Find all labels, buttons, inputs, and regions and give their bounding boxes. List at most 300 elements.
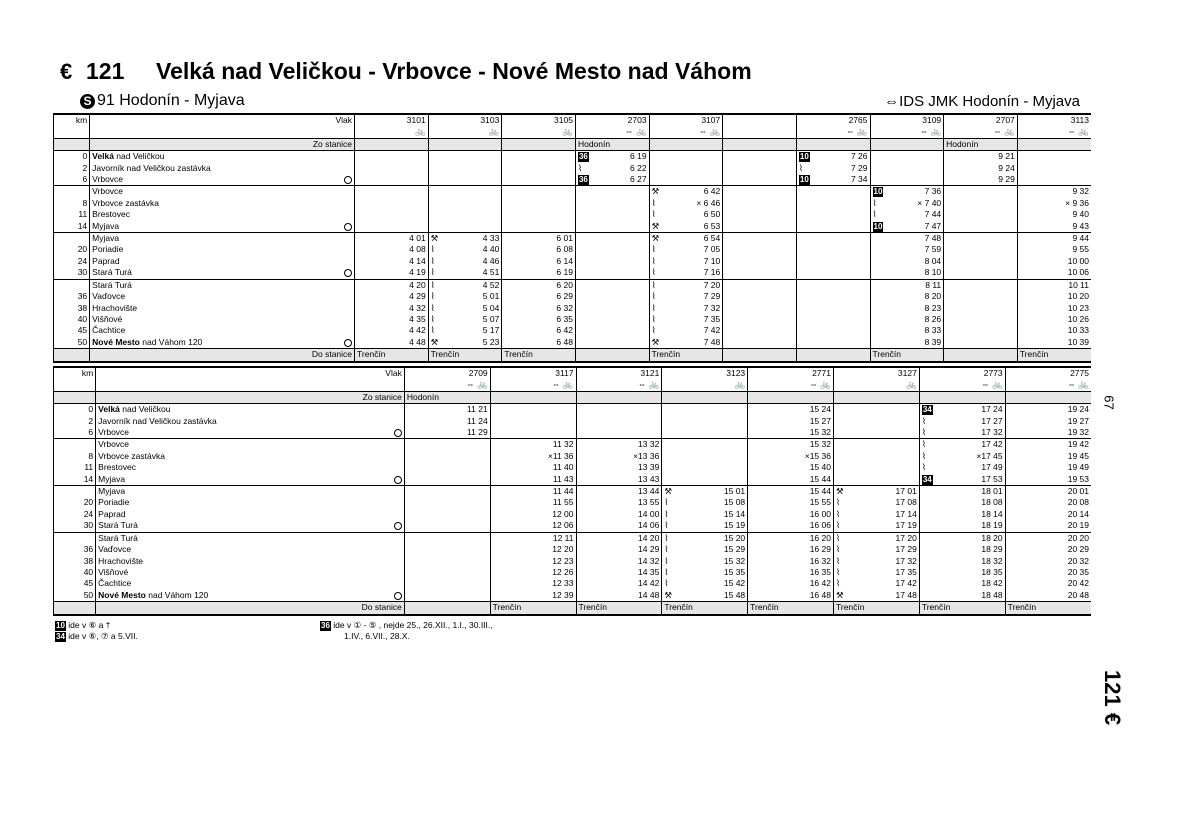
time-cell <box>502 198 576 209</box>
time-cell <box>576 567 662 578</box>
station-row <box>54 509 1092 520</box>
departure-time: 11 29 <box>467 427 488 438</box>
time-cell <box>833 497 919 508</box>
service-mark-icon: ⌇ <box>835 508 841 519</box>
train-number-cell <box>662 367 748 379</box>
table-cell <box>54 174 90 186</box>
time-cell <box>502 267 576 279</box>
service-mark-icon: ⌇ <box>664 520 669 531</box>
table-cell <box>54 544 96 555</box>
time-cell <box>575 163 649 174</box>
departure-time: 7 48 <box>703 336 721 347</box>
time-cell <box>428 186 502 198</box>
service-mark-icon: ⚒ <box>430 336 439 347</box>
time-cell <box>490 509 576 520</box>
departure-time: 16 00 <box>809 508 831 519</box>
train-service-icon: ⇔ 🚲 <box>919 126 942 137</box>
departure-time: 9 21 <box>998 151 1015 162</box>
time-cell <box>1017 186 1091 198</box>
station-km: 14 <box>77 220 88 231</box>
time-cell <box>649 279 723 291</box>
footnote-code-badge: 34 <box>922 474 932 484</box>
departure-time: 18 19 <box>981 520 1003 531</box>
time-cell <box>428 267 502 279</box>
service-mark-icon: ⌇ <box>664 555 669 566</box>
departure-time: 17 42 <box>895 578 917 589</box>
time-cell <box>1005 497 1091 508</box>
train-symbol-cell <box>1017 126 1091 138</box>
time-cell <box>748 544 834 555</box>
table-cell <box>54 451 96 462</box>
from-station-label: Zo stanice <box>96 391 405 403</box>
footnote-code-badge: 10 <box>799 152 809 162</box>
service-mark-icon: ⌇ <box>835 566 841 577</box>
time-cell <box>870 291 944 302</box>
time-cell <box>404 556 490 567</box>
time-cell <box>576 578 662 589</box>
table-cell <box>54 567 96 578</box>
time-cell <box>662 509 748 520</box>
time-cell <box>1017 221 1091 233</box>
time-cell <box>575 233 649 245</box>
departure-time: 20 20 <box>1067 532 1089 543</box>
time-cell <box>833 439 919 451</box>
time-cell <box>870 186 944 198</box>
departure-time: 6 27 <box>630 174 647 185</box>
time-cell <box>944 209 1018 220</box>
page-title <box>60 58 752 85</box>
service-mark-icon: ⌇ <box>430 255 435 266</box>
time-cell <box>1017 267 1091 279</box>
train-symbol-cell <box>748 379 834 391</box>
table-cell <box>54 256 90 267</box>
train-number: 3121 <box>640 368 660 378</box>
time-cell <box>355 221 429 233</box>
departure-time: 18 01 <box>981 486 1003 497</box>
table-cell <box>833 602 919 615</box>
departure-time: 17 27 <box>981 415 1003 426</box>
time-cell <box>1017 303 1091 314</box>
time-cell <box>502 314 576 325</box>
departure-time: 6 48 <box>556 336 573 347</box>
departure-time: 20 01 <box>1067 486 1089 497</box>
train-service-icon: ⇔ 🚲 <box>698 126 721 137</box>
time-cell <box>428 163 502 174</box>
table-cell <box>870 138 944 150</box>
departure-time: 10 11 <box>1068 279 1089 290</box>
station-name: Hrachovište <box>90 303 355 314</box>
station-name: Myjava <box>96 474 405 486</box>
time-cell <box>404 520 490 532</box>
table-cell <box>54 186 90 198</box>
departure-time: 10 39 <box>1067 336 1089 347</box>
departure-time: 13 39 <box>638 462 660 473</box>
time-cell <box>870 209 944 220</box>
station-name: Višňové <box>90 314 355 325</box>
departure-time: 7 10 <box>703 255 721 266</box>
departure-time: 8 39 <box>924 336 942 347</box>
time-cell <box>748 451 834 462</box>
time-cell <box>1017 198 1091 209</box>
time-cell <box>428 303 502 314</box>
station-row <box>54 314 1092 325</box>
time-cell <box>428 198 502 209</box>
time-cell <box>1005 439 1091 451</box>
service-mark-icon: ⌇ <box>921 450 926 461</box>
time-cell <box>576 497 662 508</box>
table-cell <box>748 602 834 615</box>
departure-time: 4 52 <box>482 279 500 290</box>
departure-time: 20 08 <box>1067 497 1089 508</box>
time-cell <box>944 244 1018 255</box>
time-cell <box>944 233 1018 245</box>
train-service-icon: 🚲 <box>734 379 746 390</box>
time-cell <box>944 221 1018 233</box>
station-row <box>54 462 1092 473</box>
time-cell <box>428 233 502 245</box>
departure-time: 4 42 <box>409 325 426 336</box>
border-station-icon <box>344 176 352 184</box>
station-row <box>54 151 1092 163</box>
train-number-cell <box>649 114 723 126</box>
time-cell <box>1017 325 1091 336</box>
departure-time: 10 00 <box>1067 255 1089 266</box>
time-cell <box>576 486 662 498</box>
time-cell <box>919 497 1005 508</box>
service-mark-icon: ⌇ <box>872 197 877 208</box>
time-cell <box>576 427 662 439</box>
time-cell <box>723 221 797 233</box>
table-cell <box>576 391 662 403</box>
table-cell <box>54 325 90 336</box>
train-number: 2771 <box>812 368 831 378</box>
departure-time: 19 27 <box>1067 415 1089 426</box>
timetable-top <box>53 113 1091 363</box>
departure-time: 5 01 <box>482 291 500 302</box>
time-cell <box>662 474 748 486</box>
departure-time: 20 35 <box>1067 566 1089 577</box>
station-km: 20 <box>77 244 88 255</box>
time-cell <box>723 163 797 174</box>
train-symbol-cell <box>404 379 490 391</box>
station-km: 45 <box>83 578 94 589</box>
time-cell <box>576 520 662 532</box>
station-row <box>54 439 1092 451</box>
train-symbol-cell <box>919 379 1005 391</box>
service-mark-icon: ⌇ <box>651 244 656 255</box>
time-cell <box>1005 462 1091 473</box>
station-name: Brestovec <box>90 209 355 220</box>
time-cell <box>748 474 834 486</box>
table-cell <box>54 520 96 532</box>
train-symbol-cell <box>355 126 429 138</box>
departure-time: 6 14 <box>556 255 573 266</box>
service-mark-icon: ⌇ <box>664 497 669 508</box>
table-cell <box>54 486 96 498</box>
time-cell <box>796 151 870 163</box>
train-service-icon: ⇔ 🚲 <box>552 379 574 390</box>
time-cell <box>833 509 919 520</box>
departure-time: 18 29 <box>981 544 1003 555</box>
service-mark-icon: ⌇ <box>664 544 669 555</box>
time-cell <box>490 439 576 451</box>
departure-time: 7 44 <box>924 209 942 220</box>
to-station: Trenčín <box>357 349 386 360</box>
to-station: Trenčín <box>492 602 522 613</box>
time-cell <box>796 209 870 220</box>
departure-time: 11 21 <box>467 404 488 415</box>
time-cell <box>919 520 1005 532</box>
time-cell <box>1005 578 1091 589</box>
departure-time: 7 59 <box>924 244 942 255</box>
departure-time: 11 32 <box>552 439 574 450</box>
departure-time: 16 35 <box>809 566 831 577</box>
departure-time: 9 29 <box>998 174 1015 185</box>
table-cell <box>54 602 96 615</box>
table-cell <box>796 138 870 150</box>
time-cell <box>502 233 576 245</box>
time-cell <box>748 556 834 567</box>
departure-time: 19 32 <box>1067 427 1089 438</box>
station-row <box>54 556 1092 567</box>
departure-time: 4 29 <box>409 291 426 302</box>
time-cell <box>649 291 723 302</box>
time-cell <box>723 186 797 198</box>
station-name: Nové Mesto nad Váhom 120 <box>90 337 355 349</box>
time-cell <box>833 532 919 544</box>
station-row <box>54 244 1092 255</box>
time-cell <box>1017 233 1091 245</box>
departure-time: 6 42 <box>703 186 721 197</box>
departure-time: 14 32 <box>638 555 660 566</box>
time-cell <box>796 256 870 267</box>
time-cell <box>576 404 662 416</box>
to-station: Trenčín <box>750 602 779 613</box>
page-number: 67 <box>1101 395 1117 410</box>
departure-time: 18 42 <box>981 578 1003 589</box>
station-km: 11 <box>78 209 88 220</box>
departure-time: 10 20 <box>1067 291 1089 302</box>
time-cell <box>1005 520 1091 532</box>
to-station: Trenčín <box>578 602 608 613</box>
service-mark-icon: ⌇ <box>835 497 841 508</box>
time-cell <box>355 151 429 163</box>
departure-time: 5 04 <box>482 302 500 313</box>
time-cell <box>404 590 490 602</box>
time-cell <box>576 474 662 486</box>
service-mark-icon: ⌇ <box>664 566 669 577</box>
departure-time: 4 01 <box>409 233 426 244</box>
table-cell <box>54 439 96 451</box>
table-cell <box>404 391 490 403</box>
time-cell <box>796 174 870 186</box>
service-mark-icon: ⌇ <box>921 439 926 450</box>
time-cell <box>833 578 919 589</box>
service-mark-icon: ⌇ <box>872 209 877 220</box>
service-mark-icon: ⌇ <box>430 291 435 302</box>
departure-time: 16 29 <box>809 544 831 555</box>
station-row <box>54 474 1092 486</box>
station-name: Stará Turá <box>90 279 355 291</box>
to-station: Trenčín <box>504 349 533 360</box>
time-cell <box>404 474 490 486</box>
time-cell <box>575 314 649 325</box>
time-cell <box>662 556 748 567</box>
time-cell <box>649 314 723 325</box>
departure-time: 12 23 <box>552 555 574 566</box>
border-station-icon <box>344 269 352 277</box>
departure-time: 6 20 <box>556 279 573 290</box>
departure-time: 8 10 <box>924 267 942 278</box>
station-row <box>54 198 1092 209</box>
station-km: 0 <box>88 404 94 415</box>
train-symbol-cell <box>1005 379 1091 391</box>
departure-time: 14 35 <box>638 566 660 577</box>
station-km: 38 <box>77 302 88 313</box>
border-station-icon <box>394 592 402 600</box>
time-cell <box>404 462 490 473</box>
time-cell <box>576 556 662 567</box>
time-cell <box>748 520 834 532</box>
departure-time: 6 01 <box>556 233 573 244</box>
to-station: Trenčín <box>1007 602 1037 613</box>
departure-time: 4 35 <box>409 313 426 324</box>
departure-time: 14 48 <box>638 589 660 600</box>
table-cell <box>662 602 748 615</box>
time-cell <box>502 279 576 291</box>
time-cell <box>796 314 870 325</box>
time-cell <box>796 303 870 314</box>
time-cell <box>1005 427 1091 439</box>
station-row <box>54 337 1092 349</box>
departure-time: 12 06 <box>552 520 574 531</box>
time-cell <box>404 578 490 589</box>
time-cell <box>1017 209 1091 220</box>
station-row <box>54 497 1092 508</box>
service-mark-icon: ⌇ <box>651 302 656 313</box>
table-cell <box>833 391 919 403</box>
time-cell <box>576 462 662 473</box>
table-cell <box>796 349 870 362</box>
train-number-cell <box>428 114 502 126</box>
departure-time: 17 32 <box>981 427 1003 438</box>
service-mark-icon: ⌇ <box>835 578 841 589</box>
time-cell <box>575 221 649 233</box>
time-cell <box>796 221 870 233</box>
time-cell <box>919 509 1005 520</box>
departure-time: × 7 40 <box>917 197 942 208</box>
station-name: Vrbovce <box>90 186 355 198</box>
departure-time: 4 48 <box>409 336 426 347</box>
table-cell <box>54 578 96 589</box>
station-name: Myjava <box>90 221 355 233</box>
time-cell <box>919 404 1005 416</box>
time-cell <box>1017 256 1091 267</box>
train-symbol-cell <box>833 379 919 391</box>
table-cell <box>54 291 90 302</box>
time-cell <box>748 439 834 451</box>
station-name: Vrbovce <box>96 427 405 439</box>
time-cell <box>428 221 502 233</box>
time-cell <box>662 578 748 589</box>
time-cell <box>870 151 944 163</box>
time-cell <box>502 151 576 163</box>
station-name: Paprad <box>90 256 355 267</box>
route-number: 121 <box>86 58 125 84</box>
departure-time: 17 20 <box>895 532 917 543</box>
departure-time: 7 34 <box>850 174 868 185</box>
table-cell <box>54 163 90 174</box>
time-cell <box>919 486 1005 498</box>
time-cell <box>1005 474 1091 486</box>
service-mark-icon: ⌇ <box>921 427 926 438</box>
time-cell <box>502 174 576 186</box>
footnote-code-badge: 36 <box>578 152 588 162</box>
departure-time: 6 19 <box>630 151 647 162</box>
train-number-cell <box>575 114 649 126</box>
service-mark-icon: ⌇ <box>651 209 656 220</box>
departure-time: 11 43 <box>552 473 574 484</box>
departure-time: 20 19 <box>1067 520 1089 531</box>
station-name: Javorník nad Veličkou zastávka <box>96 416 405 427</box>
departure-time: 14 42 <box>638 578 660 589</box>
time-cell <box>649 267 723 279</box>
table-cell <box>1017 138 1091 150</box>
departure-time: 7 05 <box>703 244 721 255</box>
departure-time: 4 40 <box>482 244 500 255</box>
time-cell <box>748 532 834 544</box>
station-km: 30 <box>83 520 94 531</box>
station-name: Višňové <box>96 567 405 578</box>
departure-time: 4 08 <box>409 244 426 255</box>
time-cell <box>1005 567 1091 578</box>
departure-time: × 9 36 <box>1065 197 1089 208</box>
time-cell <box>662 532 748 544</box>
station-km: 24 <box>77 255 88 266</box>
departure-time: 8 04 <box>924 255 942 266</box>
departure-time: 4 19 <box>409 267 426 278</box>
service-mark-icon: ⌇ <box>835 555 841 566</box>
time-cell <box>355 325 429 336</box>
train-number-cell <box>490 367 576 379</box>
table-cell <box>54 267 90 279</box>
time-cell <box>870 221 944 233</box>
departure-time: 6 54 <box>703 233 721 244</box>
departure-time: 6 22 <box>630 162 647 173</box>
station-km: 45 <box>77 325 88 336</box>
station-name: Stará Turá <box>96 520 405 532</box>
time-cell <box>870 314 944 325</box>
time-cell <box>649 233 723 245</box>
table-cell <box>54 532 96 544</box>
table-cell <box>54 427 96 439</box>
time-cell <box>428 244 502 255</box>
table-cell <box>1005 602 1091 615</box>
time-cell <box>428 314 502 325</box>
departure-time: 13 44 <box>638 486 660 497</box>
to-station: Trenčín <box>651 349 681 360</box>
service-mark-icon: ⌇ <box>430 244 435 255</box>
time-cell <box>723 233 797 245</box>
service-mark-icon: ⌇ <box>651 197 656 208</box>
time-cell <box>428 325 502 336</box>
station-name: Poriadie <box>96 497 405 508</box>
station-row <box>54 279 1092 291</box>
train-service-icon: 🚲 <box>562 126 573 137</box>
train-number-cell <box>576 367 662 379</box>
table-cell <box>54 126 90 138</box>
train-number-cell <box>833 367 919 379</box>
